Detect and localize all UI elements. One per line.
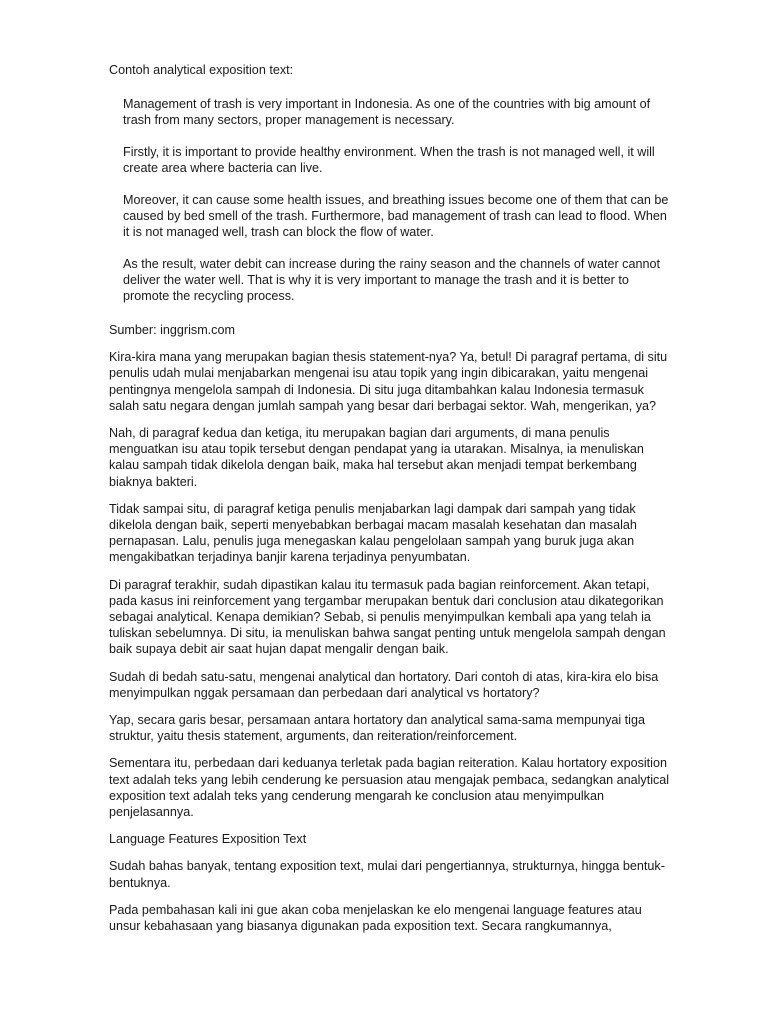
example-text-block [123,96,673,320]
body-paragraph: Kira-kira mana yang merupakan bagian thesis statement-nya? Ya, betul! Di paragraf pertama, di situ penulis udah mulai menjabarkan mengenai isu atau topik yang ingin dibicarakan, yaitu mengenai pentingnya mengelola sampah di Indonesia. Di situ juga ditambahkan kalau Indonesia termasuk salah satu negara dengan jumlah sampah yang besar dari berbagai sektor. Wah, mengerikan, ya? [109,350,668,413]
body-paragraph: Di paragraf terakhir, sudah dipastikan kalau itu termasuk pada bagian reinforcement. Akan tetapi, pada kasus ini reinforcement yang tergambar merupakan bentuk dari conclusion atau dikategorikan sebagai analytical. Kenapa demikian? Sebab, si penulis menyimpulkan kembali apa yang telah ia tuliskan sebelumnya. Di situ, ia menuliskan bahwa sangat penting untuk mengelola sampah dengan baik supaya debit air saat hujan dapat mengalir dengan baik. [109,577,666,657]
example-paragraph-4: As the result, water debit can increase during the rainy season and the channels of water cannot deliver the water well. That is why it is very important to manage the trash and it is better to promote the recycling process. [123,257,660,303]
body-paragraph: Pada pembahasan kali ini gue akan coba menjelaskan ke elo mengenai language features atau unsur kebahasaan yang biasanya digunakan pada exposition text. Secara rangkumannya, [109,902,642,934]
body-text [109,322,675,945]
source-line: Sumber: inggrism.com [109,323,235,337]
example-paragraph-2: Firstly, it is important to provide healthy environment. When the trash is not managed well, it will create area where bacteria can live. [123,145,655,175]
body-paragraph: Sudah bahas banyak, tentang exposition text, mulai dari pengertiannya, strukturnya, hingga bentuk-bentuknya. [109,859,665,890]
body-paragraph: Yap, secara garis besar, persamaan antara hortatory dan analytical sama-sama mempunyai tiga struktur, yaitu thesis statement, arguments, dan reiteration/reinforcement. [109,713,645,744]
body-paragraph: Sementara itu, perbedaan dari keduanya terletak pada bagian reiteration. Kalau hortatory exposition text adalah teks yang lebih cenderung ke persuasion atau mengajak pembaca, sedangkan analytical exposition text adalah teks yang cenderung mengarah ke conclusion atau menyimpulkan penjelasannya. [109,756,670,820]
body-paragraph: Sudah di bedah satu-satu, mengenai analytical dan hortatory. Dari contoh di atas, kira-kira elo bisa menyimpulkan nggak persamaan dan perbedaan dari analytical vs hortatory? [109,669,659,700]
example-paragraph-1: Management of trash is very important in Indonesia. As one of the countries with big amount of trash from many sectors, proper management is necessary. [123,97,651,127]
body-paragraph: Tidak sampai situ, di paragraf ketiga penulis menjabarkan lagi dampak dari sampah yang tidak dikelola dengan baik, seperti menyebabkan berbagai macam masalah kesehatan dan masalah pernapasan. Lalu, penulis juga menegaskan kalau pengelolaan sampah yang buruk juga akan mengakibatkan terjadinya banjir karena terjadinya penyumbatan. [109,501,637,565]
example-heading: Contoh analytical exposition text: [109,63,294,77]
section-heading: Language Features Exposition Text [109,832,307,847]
body-paragraph: Nah, di paragraf kedua dan ketiga, itu merupakan bagian dari arguments, di mana penulis menguatkan isu atau topik tersebut dengan pendapat yang ia utarakan. Misalnya, ia menuliskan kalau sampah tidak dikelola dengan baik, maka hal tersebut akan menjadi tempat berkembang biaknya bakteri. [109,426,644,489]
example-paragraph-3: Moreover, it can cause some health issues, and breathing issues become one of them that can be caused by bed smell of the trash. Furthermore, bad management of trash can lead to flood. When it is not managed well, trash can block the flow of water. [123,193,669,239]
